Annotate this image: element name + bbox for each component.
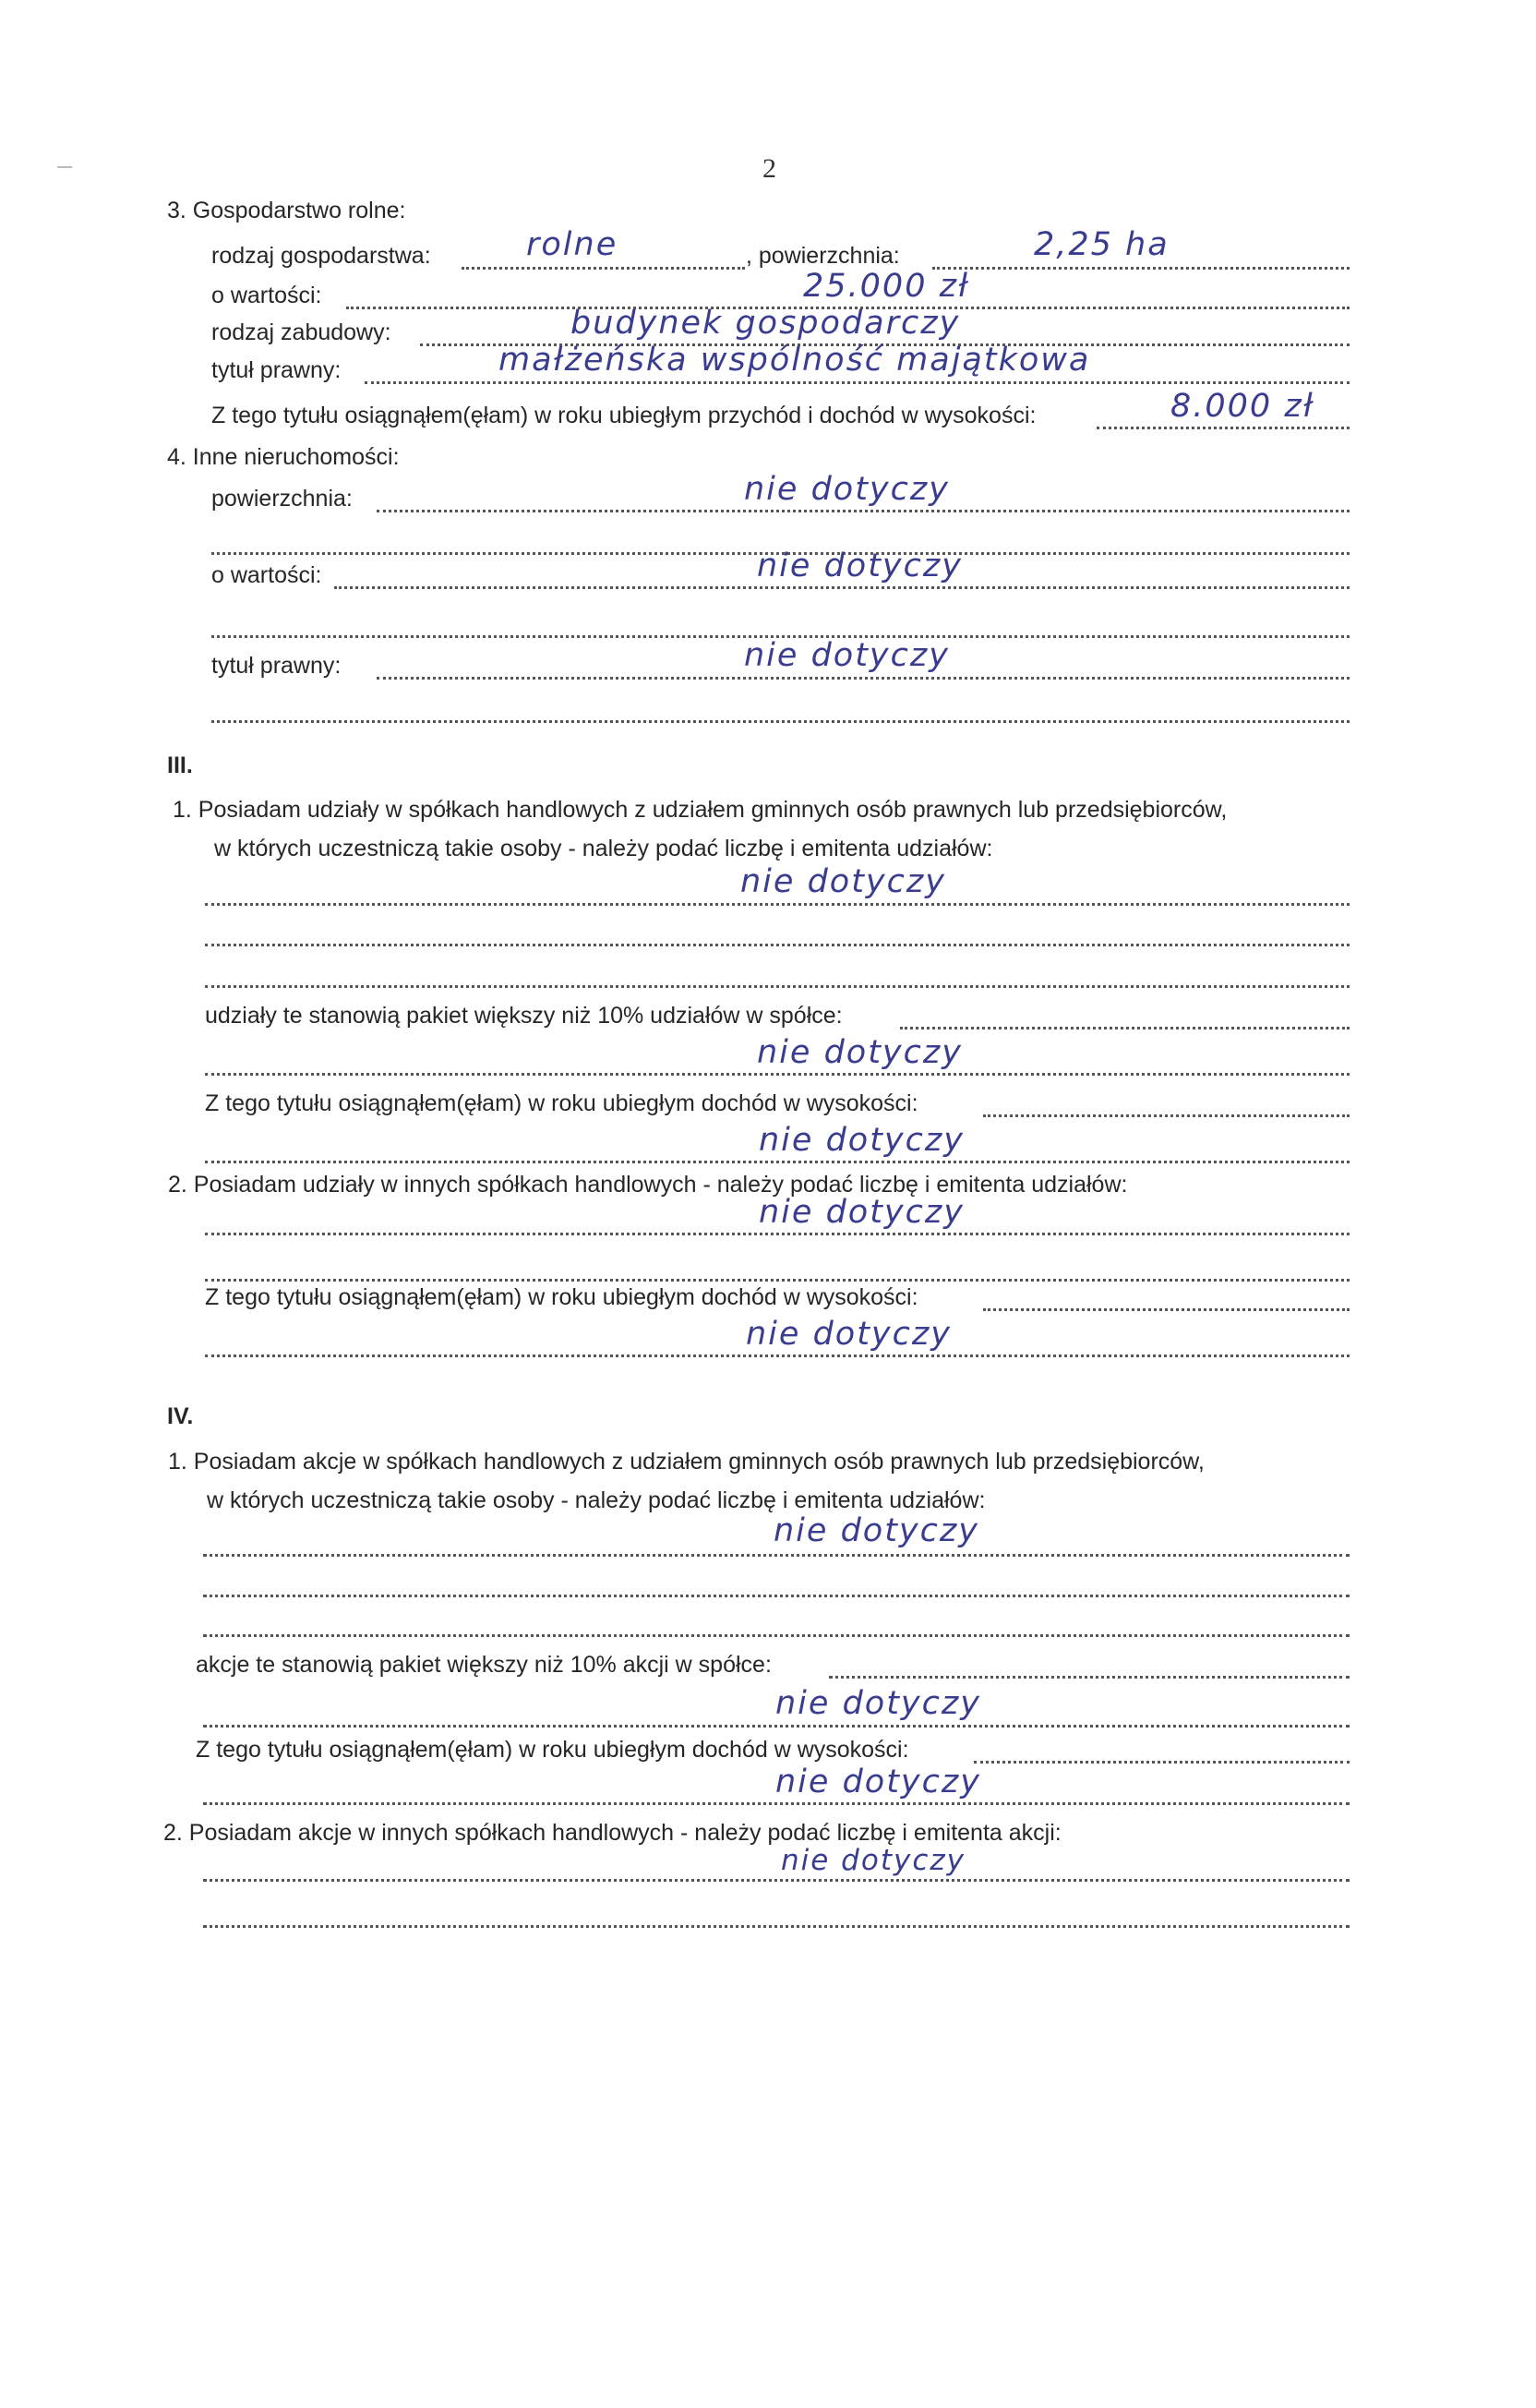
other-value-label: o wartości: bbox=[211, 562, 322, 588]
part3-income1-value-dots bbox=[205, 1161, 1350, 1163]
other-title-dots-2 bbox=[211, 720, 1350, 723]
area-value: 2,25 ha bbox=[1034, 226, 1170, 263]
part3-item1-dots-2 bbox=[205, 944, 1350, 946]
legal-title-label: tytuł prawny: bbox=[211, 357, 342, 383]
part4-share-dots bbox=[829, 1676, 1350, 1679]
part4-item2-value: nie dotyczy bbox=[781, 1844, 966, 1877]
other-value-dots bbox=[334, 586, 1350, 589]
part4-income1-label: Z tego tytułu osiągnąłem(ęłam) w roku ubiegłym dochód w wysokości: bbox=[196, 1737, 909, 1763]
scan-mark bbox=[57, 166, 72, 168]
part4-share-value: nie dotyczy bbox=[775, 1685, 981, 1722]
part3-item2-dots bbox=[205, 1233, 1350, 1235]
part4-item1-line1: 1. Posiadam akcje w spółkach handlowych z udziałem gminnych osób prawnych lub przedsiębiorców, bbox=[168, 1449, 1205, 1475]
farm-type-value: rolne bbox=[526, 226, 618, 263]
part3-income2-label: Z tego tytułu osiągnąłem(ęłam) w roku ubiegłym dochód w wysokości: bbox=[205, 1284, 918, 1310]
part3-item2-dots-2 bbox=[205, 1279, 1350, 1282]
section3-heading: 3. Gospodarstwo rolne: bbox=[167, 198, 406, 223]
part3-item1-line2: w których uczestniczą takie osoby - należy podać liczbę i emitenta udziałów: bbox=[214, 836, 993, 861]
part4-income1-value: nie dotyczy bbox=[775, 1764, 981, 1800]
part4-item1-value: nie dotyczy bbox=[774, 1512, 979, 1549]
part4-item2-dots-2 bbox=[203, 1925, 1350, 1928]
other-title-dots bbox=[377, 677, 1350, 680]
building-type-value: budynek gospodarczy bbox=[570, 305, 961, 342]
part4-item2-label: 2. Posiadam akcje w innych spółkach handlowych - należy podać liczbę i emitenta akcji: bbox=[163, 1820, 1062, 1846]
part3-share-dots bbox=[900, 1027, 1350, 1029]
part3-item1-line1: 1. Posiadam udziały w spółkach handlowych z udziałem gminnych osób prawnych lub przedsiębiorców, bbox=[173, 797, 1228, 823]
area-label: , powierzchnia: bbox=[746, 243, 900, 269]
part3-income2-dots bbox=[983, 1308, 1350, 1311]
farm-value-label: o wartości: bbox=[211, 283, 322, 308]
area-dots bbox=[932, 267, 1350, 270]
part3-item1-dots-3 bbox=[205, 985, 1350, 988]
part3-share-label: udziały te stanowią pakiet większy niż 10% udziałów w spółce: bbox=[205, 1003, 843, 1029]
farm-income-label: Z tego tytułu osiągnąłem(ęłam) w roku ubiegłym przychód i dochód w wysokości: bbox=[211, 403, 1037, 428]
part3-item2-label: 2. Posiadam udziały w innych spółkach handlowych - należy podać liczbę i emitenta udziałów: bbox=[168, 1172, 1128, 1198]
part4-item2-dots bbox=[203, 1879, 1350, 1882]
part3-income1-label: Z tego tytułu osiągnąłem(ęłam) w roku ubiegłym dochód w wysokości: bbox=[205, 1090, 918, 1116]
part4-item1-dots-2 bbox=[203, 1595, 1350, 1597]
part3-income2-value-dots bbox=[205, 1354, 1350, 1357]
part3-share-value-dots bbox=[205, 1073, 1350, 1076]
other-area-label: powierzchnia: bbox=[211, 486, 353, 512]
legal-title-dots bbox=[365, 381, 1350, 384]
farm-type-dots bbox=[462, 267, 745, 270]
part3-item1-dots bbox=[205, 903, 1350, 906]
other-area-dots bbox=[377, 510, 1350, 512]
farm-income-value: 8.000 zł bbox=[1170, 388, 1314, 425]
other-value-value: nie dotyczy bbox=[757, 548, 963, 584]
part3-share-value: nie dotyczy bbox=[757, 1034, 963, 1071]
part4-item1-line2: w których uczestniczą takie osoby - należy podać liczbę i emitenta udziałów: bbox=[207, 1487, 986, 1513]
section4-heading: 4. Inne nieruchomości: bbox=[167, 444, 400, 470]
part3-income1-dots bbox=[983, 1114, 1350, 1117]
part3-income1-value: nie dotyczy bbox=[759, 1122, 965, 1159]
legal-title-value: małżeńska wspólność majątkowa bbox=[498, 342, 1091, 379]
farm-income-dots bbox=[1097, 427, 1350, 429]
part4-heading: IV. bbox=[167, 1403, 194, 1429]
part4-share-value-dots bbox=[203, 1725, 1350, 1728]
other-area-value: nie dotyczy bbox=[744, 471, 950, 508]
page-number: 2 bbox=[762, 153, 776, 184]
building-type-label: rodzaj zabudowy: bbox=[211, 319, 391, 345]
part3-income2-value: nie dotyczy bbox=[746, 1316, 952, 1353]
part4-item1-dots bbox=[203, 1554, 1350, 1557]
part4-item1-dots-3 bbox=[203, 1634, 1350, 1637]
farm-value-value: 25.000 zł bbox=[803, 268, 970, 305]
part3-heading: III. bbox=[167, 752, 193, 778]
other-title-label: tytuł prawny: bbox=[211, 653, 342, 679]
part4-share-label: akcje te stanowią pakiet większy niż 10% akcji w spółce: bbox=[196, 1652, 772, 1678]
part3-item1-value: nie dotyczy bbox=[740, 863, 946, 900]
other-title-value: nie dotyczy bbox=[744, 637, 950, 674]
part4-income1-dots bbox=[974, 1761, 1350, 1764]
farm-type-label: rodzaj gospodarstwa: bbox=[211, 243, 431, 269]
part4-income1-value-dots bbox=[203, 1802, 1350, 1805]
part3-item2-value: nie dotyczy bbox=[759, 1194, 965, 1231]
